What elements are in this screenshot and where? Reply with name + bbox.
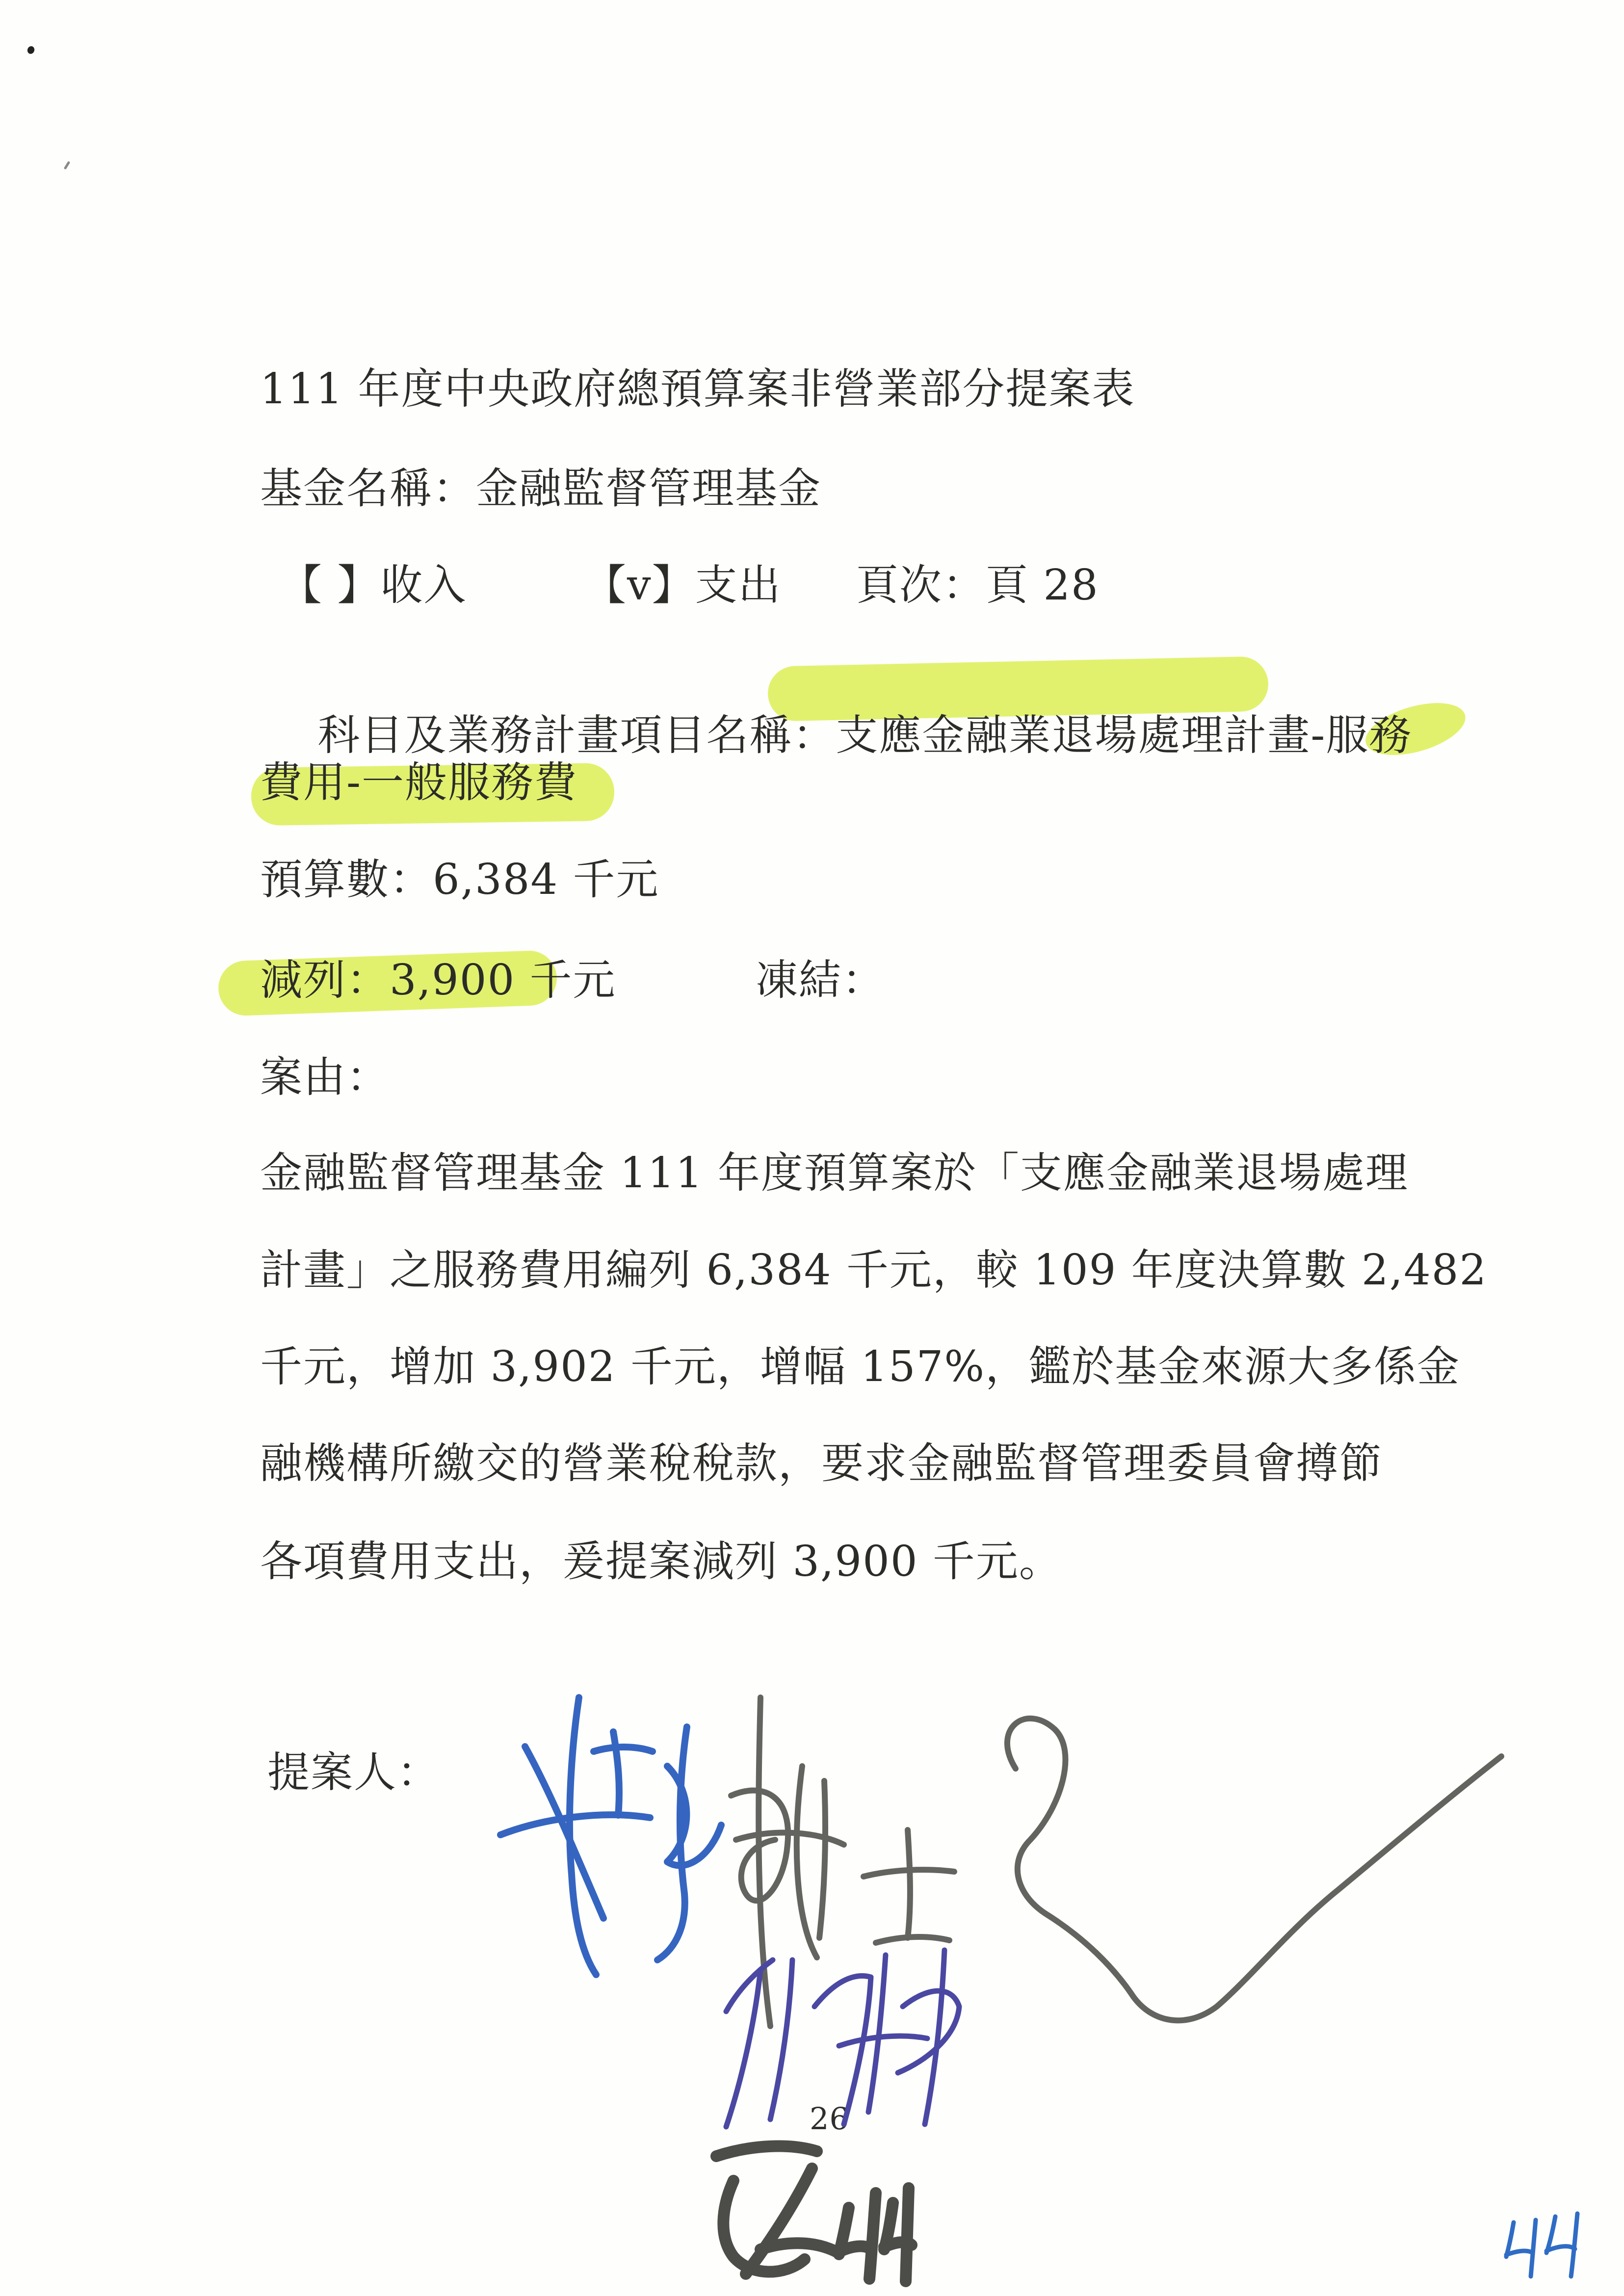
subject-highlighted-text: 支應金融業退場處理計畫 <box>836 710 1311 760</box>
subject-line-2: 費用-一般服務費 <box>260 758 578 807</box>
case-label: 案由： <box>260 1053 390 1102</box>
body-line-3: 千元，增加 3,902 千元，增幅 157%，鑑於基金來源大多係金 <box>260 1342 1461 1391</box>
handwritten-page-number-44 <box>1496 2208 1590 2286</box>
expense-checkbox: 【v】支出 <box>584 561 782 610</box>
stamp-page-number: 26 <box>810 2101 849 2137</box>
subject-tail: -服務 <box>1310 710 1413 760</box>
fund-name-line: 基金名稱：金融監督管理基金 <box>260 464 821 513</box>
income-checkbox: 【 】收入 <box>280 561 467 610</box>
scan-speck-tick <box>64 161 71 170</box>
signature-3-violet-ink <box>692 1933 1025 2144</box>
audit-stamp-mark <box>687 2134 922 2291</box>
budget-line: 預算數：6,384 千元 <box>260 855 659 904</box>
scan-speck-dot <box>26 45 36 55</box>
proposer-label: 提案人： <box>267 1748 440 1797</box>
reduction-line: 減列：3,900 千元 <box>260 956 616 1005</box>
subject-label: 科目及業務計畫項目名稱： <box>317 710 836 760</box>
page-ref: 頁次：頁 28 <box>856 561 1099 610</box>
body-line-5: 各項費用支出，爰提案減列 3,900 千元。 <box>260 1537 1062 1586</box>
body-line-2: 計畫」之服務費用編列 6,384 千元，較 109 年度決算數 2,482 <box>260 1246 1488 1295</box>
page-title: 111 年度中央政府總預算案非營業部分提案表 <box>260 365 1135 414</box>
body-line-1: 金融監督管理基金 111 年度預算案於「支應金融業退場處理 <box>260 1148 1409 1198</box>
freeze-label: 凍結： <box>756 956 885 1005</box>
body-line-4: 融機構所繳交的營業稅稅款，要求金融監督管理委員會撙節 <box>260 1439 1383 1488</box>
